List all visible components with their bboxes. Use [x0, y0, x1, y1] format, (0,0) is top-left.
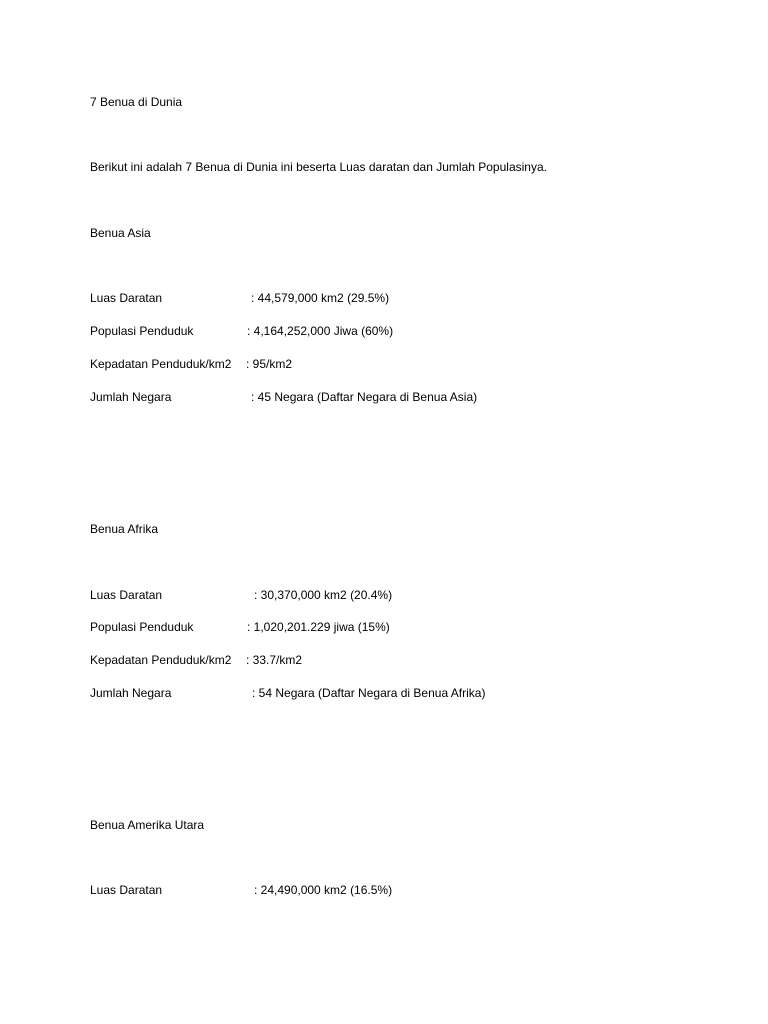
afrika-luas-value: : 30,370,000 km2 (20.4%) [254, 588, 393, 602]
afrika-populasi-label: Populasi Penduduk [90, 620, 194, 634]
afrika-luas-label: Luas Daratan [90, 588, 163, 602]
afrika-kepadatan-label: Kepadatan Penduduk/km2 [90, 653, 232, 667]
amerika-utara-luas-label: Luas Daratan [90, 883, 163, 897]
afrika-negara-label: Jumlah Negara [90, 686, 172, 700]
asia-negara-label: Jumlah Negara [90, 390, 172, 404]
asia-populasi-value: : 4,164,252,000 Jiwa (60%) [247, 324, 394, 338]
asia-negara-value: : 45 Negara (Daftar Negara di Benua Asia) [251, 390, 478, 404]
asia-luas-value: : 44,579,000 km2 (29.5%) [251, 291, 390, 305]
section-heading-amerika-utara: Benua Amerika Utara [90, 818, 205, 832]
asia-populasi-label: Populasi Penduduk [90, 324, 194, 338]
intro-paragraph: Berikut ini adalah 7 Benua di Dunia ini beserta Luas daratan dan Jumlah Populasinya. [90, 160, 547, 174]
asia-kepadatan-value: : 95/km2 [246, 357, 293, 371]
document-title: 7 Benua di Dunia [90, 95, 183, 109]
section-heading-asia: Benua Asia [90, 226, 151, 240]
afrika-kepadatan-value: : 33.7/km2 [246, 653, 303, 667]
afrika-populasi-value: : 1,020,201.229 jiwa (15%) [247, 620, 390, 634]
asia-luas-label: Luas Daratan [90, 291, 163, 305]
afrika-negara-value: : 54 Negara (Daftar Negara di Benua Afrika) [252, 686, 486, 700]
asia-kepadatan-label: Kepadatan Penduduk/km2 [90, 357, 232, 371]
section-heading-afrika: Benua Afrika [90, 522, 159, 536]
amerika-utara-luas-value: : 24,490,000 km2 (16.5%) [254, 883, 393, 897]
